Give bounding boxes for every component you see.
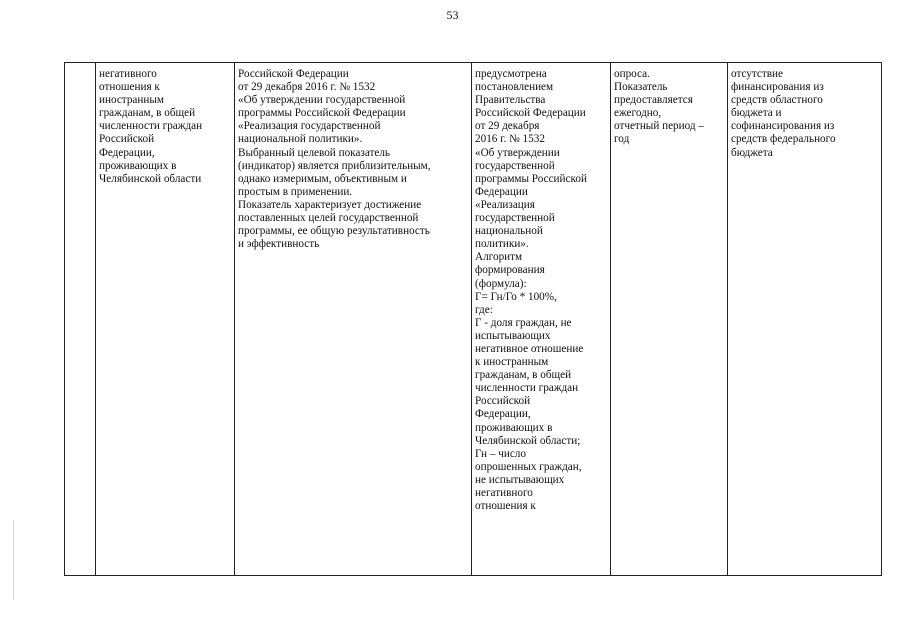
page-number: 53 [446, 8, 459, 22]
reporting-period-cell [611, 63, 728, 576]
table-row [65, 63, 882, 576]
indicator-name-text: негативного отношения к иностранным гражданам, в общей численности граждан Российской Федерации, проживающих в Челябинской области [99, 68, 203, 185]
risks-cell [728, 63, 882, 576]
justification-text: Российской Федерации от 29 декабря 2016 г. № 1532 «Об утверждении государственной программы Российской Федерации «Реализация государственной национальной политики». Выбранный целевой показатель (индикатор) является приблизительным, однако измеримым, объективным и простым в применении. Показатель характеризует достижение поставленных целей государственной программы, ее общую результативность и эффективность [238, 68, 431, 251]
justification-cell [235, 63, 472, 576]
row-number-cell [65, 63, 96, 576]
methodology-text: предусмотрена постановлением Правительства Российской Федерации от 29 декабря 2016 г. № 1532 «Об утверждении государственной программы Российской Федерации «Реализация государственной национальной политики». Алгоритм формирования (формула): Г= Гн/Го * 100%, где: Г - доля граждан, не испытывающих негативное отношение к иностранным гражданам, в общей численности граждан Российской Федерации, проживающих в Челябинской области; Гн – число опрошенных граждан, не испытывающих негативного отношения к [475, 68, 587, 513]
document-table [64, 62, 882, 576]
indicator-name-cell [96, 63, 235, 576]
scan-edge-mark [13, 520, 14, 600]
risks-text: отсутствие финансирования из средств областного бюджета и софинансирования из средств федерального бюджета [731, 68, 836, 159]
methodology-cell [472, 63, 611, 576]
reporting-period-text: опроса. Показатель предоставляется ежегодно, отчетный период – год [614, 68, 704, 146]
